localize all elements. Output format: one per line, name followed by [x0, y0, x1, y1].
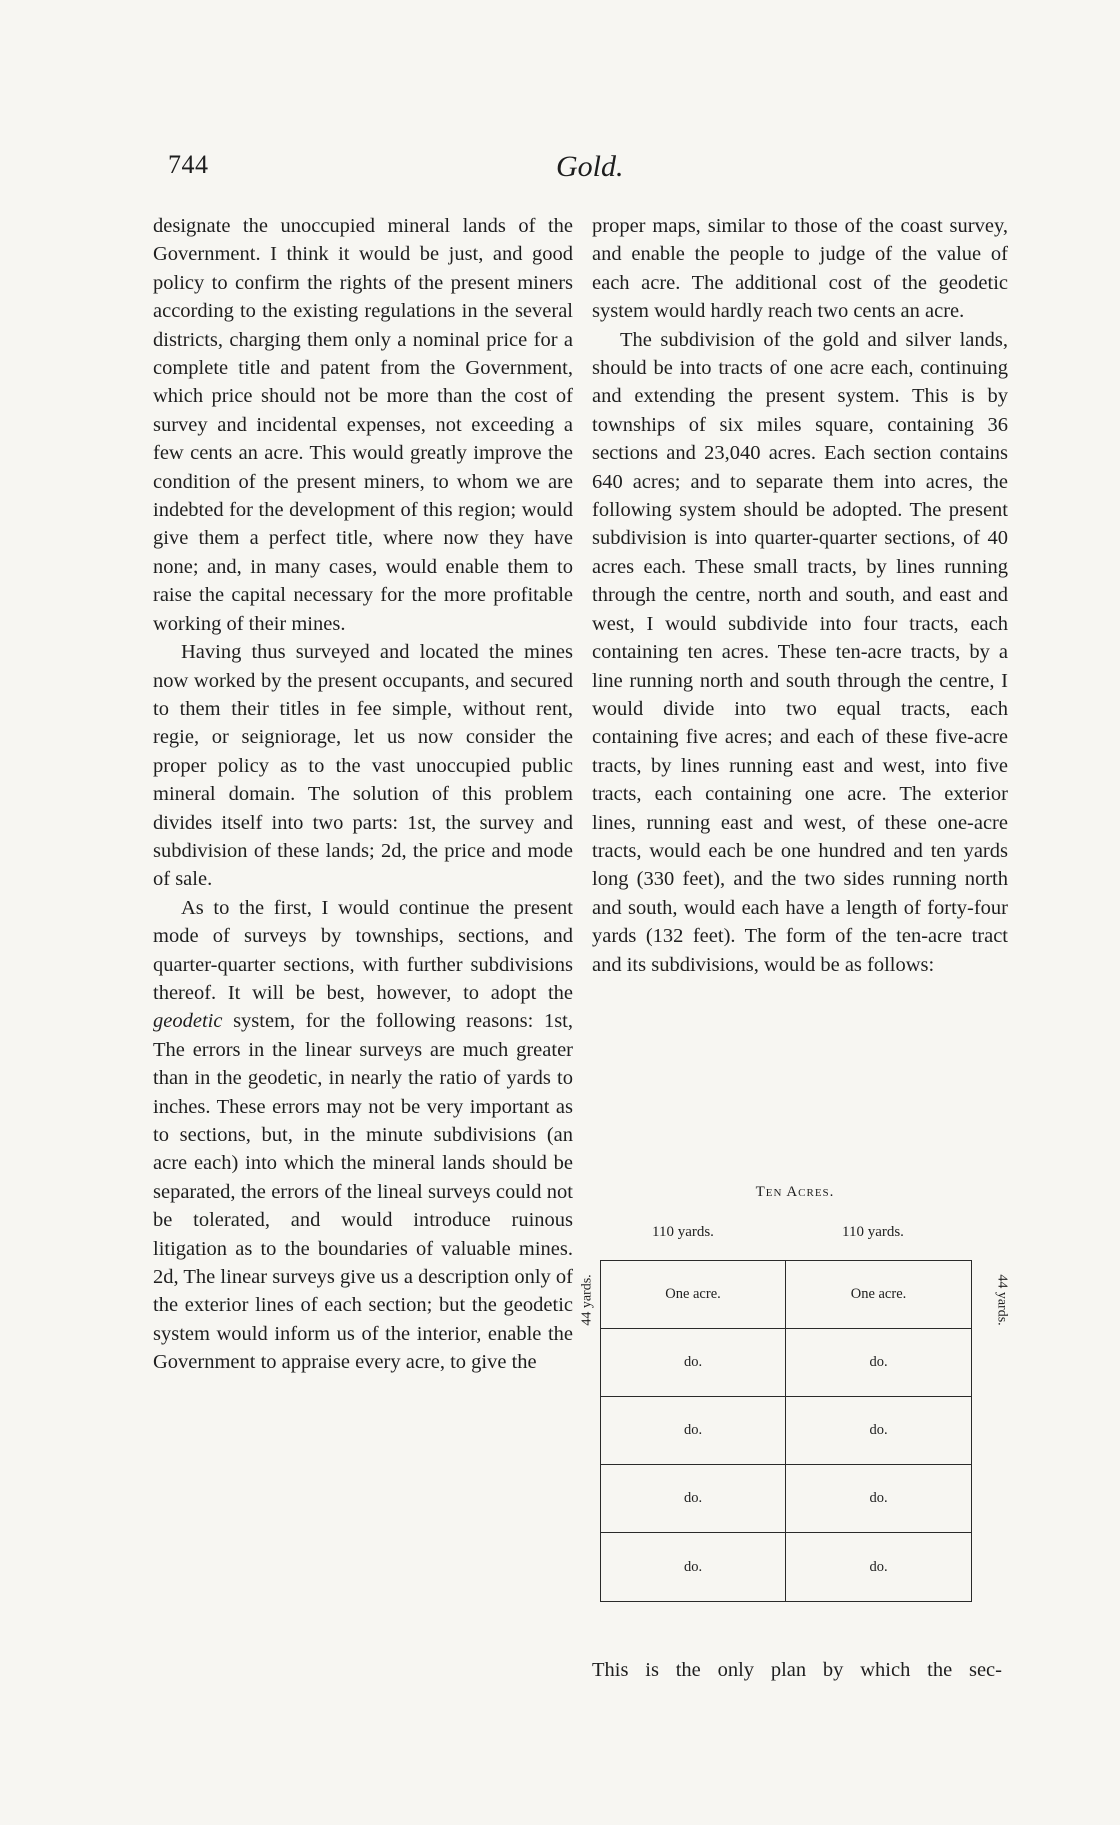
- grid-cell: do.: [601, 1533, 786, 1601]
- paragraph-text: system, for the following reasons: 1st, The errors in the linear surveys are much greater than in the geodetic, in nearly the ratio of yards to inches. These errors may not be very important as to sections, but, in the minute subdivisions (an acre each) into which the mineral lands should be separated, the errors of the lineal surveys could not be tolerated, and would introduce ruinous litigation as to the boundaries of valuable mines. 2d, The linear surveys give us a description only of the exterior lines of each section; but the geodetic system would inform us of the interior, enable the Government to appraise every acre, to give the: [153, 1010, 574, 1374]
- side-label-right: 44 yards.: [994, 1274, 1010, 1326]
- acre-grid: [600, 1260, 972, 1602]
- side-label-left: 44 yards.: [579, 1274, 595, 1326]
- column-heading-left: 110 yards.: [652, 1224, 714, 1240]
- grid-cell: do.: [786, 1329, 971, 1397]
- paragraph-text: As to the first, I would continue the present mode of surveys by townships, sections, and quarter-quarter sections, with further subdivisions thereof. It will be best, however, to adopt the: [153, 896, 573, 1004]
- grid-cell: One acre.: [601, 1261, 786, 1329]
- running-head: Gold.: [556, 150, 624, 183]
- page-number: 744: [168, 150, 209, 179]
- grid-cell: do.: [869, 1558, 888, 1575]
- grid-cell: do.: [601, 1397, 786, 1465]
- paragraph: [153, 894, 573, 1377]
- italic-term: geodetic: [153, 1010, 223, 1033]
- paragraph: proper maps, similar to those of the coast survey, and enable the people to judge of the value of each acre. The additional cost of the geodetic system would hardly reach two cents an acre.: [592, 215, 1008, 323]
- paragraph: Having thus surveyed and located the mines now worked by the present occupants, and secured to them their titles in fee simple, without rent, regie, or seigniorage, let us now consider the proper policy as to the vast unoccupied public mineral domain. The solution of this problem divides itself into two parts: 1st, the survey and subdivision of these lands; 2d, the price and mode of sale.: [153, 641, 573, 891]
- paragraph: designate the unoccupied mineral lands of the Government. I think it would be just, and good policy to confirm the rights of the present miners according to the existing regulations in the several districts, charging them only a nominal price for a complete title and patent from the Government, which price should not be more than the cost of survey and incidental expenses, not exceeding a few cents an acre. This would greatly improve the condition of the present miners, to whom we are indebted for the development of this region; would give them a perfect title, where now they have none; and, in many cases, would enable them to raise the capital necessary for the more profitable working of their mines.: [153, 215, 573, 635]
- grid-cell: One acre.: [786, 1261, 971, 1329]
- grid-cell: do.: [601, 1329, 786, 1397]
- column-heading-right: 110 yards.: [842, 1224, 904, 1240]
- left-column: [153, 212, 573, 1377]
- paragraph: The subdivision of the gold and silver lands, should be into tracts of one acre each, continuing and extending the present system. This is by townships of six miles square, containing 36 sections and 23,040 acres. Each section contains 640 acres; and to separate them into acres, the following system should be adopted. The present subdivision is into quarter-quarter sections, of 40 acres each. These small tracts, by lines running through the centre, north and south, and east and west, I would subdivide into four tracts, each containing ten acres. These ten-acre tracts, by a line running north and south through the centre, I would divide into two equal tracts, each containing five acres; and each of these five-acre tracts, by lines running east and west, into five tracts, each containing one acre. The exterior lines, running east and west, of these one-acre tracts, would each be one hundred and ten yards long (330 feet), and the two sides running north and south, would each have a length of forty-four yards (132 feet). The form of the ten-acre tract and its subdivisions, would be as follows:: [592, 328, 1008, 976]
- grid-cell: do.: [601, 1465, 786, 1533]
- grid-cell: do.: [786, 1397, 971, 1465]
- ten-acres-diagram: [580, 1184, 1010, 1614]
- figure-title: Ten Acres.: [755, 1184, 835, 1200]
- paragraph-fragment: This is the only plan by which the sec-: [592, 1659, 1002, 1681]
- grid-cell: do.: [786, 1465, 971, 1533]
